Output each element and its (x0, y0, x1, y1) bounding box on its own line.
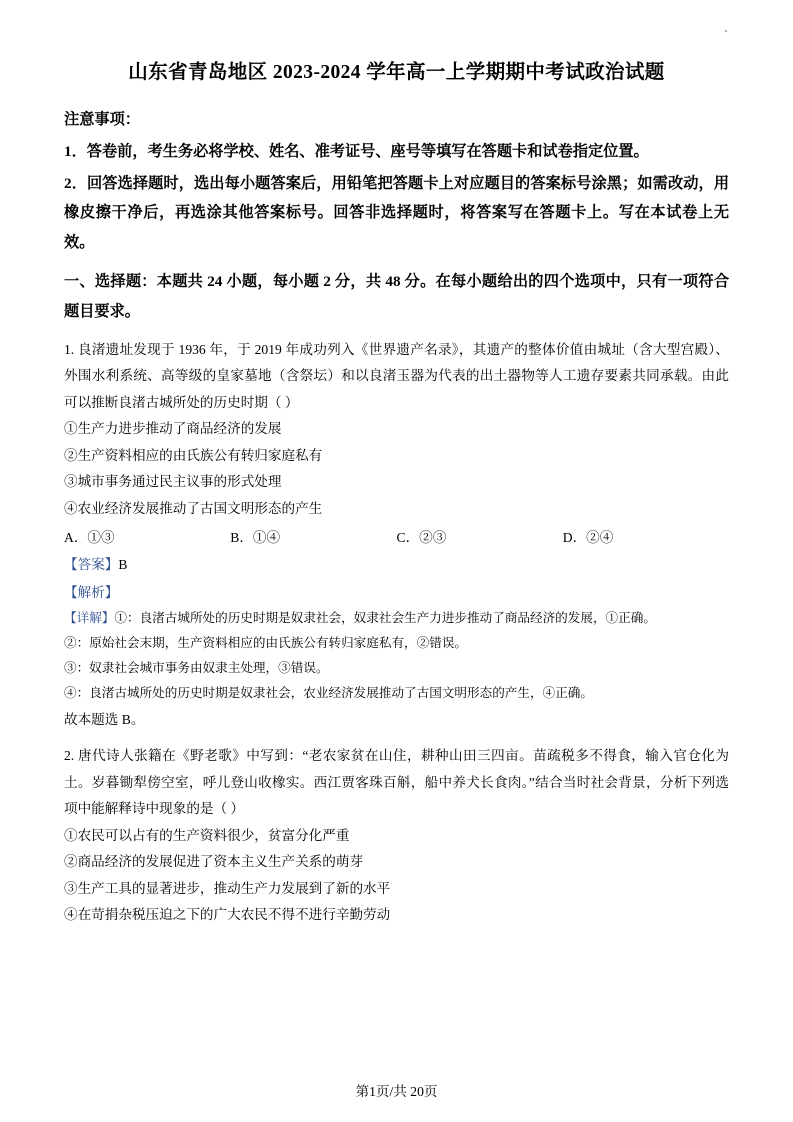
section-heading: 一、选择题：本题共 24 小题，每小题 2 分，共 48 分。在每小题给出的四个选项中，只有一项符合题目要求。 (64, 273, 729, 321)
answer-value: B (118, 557, 128, 573)
page-title: 山东省青岛地区 2023-2024 学年高一上学期期中考试政治试题 (128, 62, 665, 83)
question-1-conclusion: 故本题选 B。 (64, 711, 145, 727)
question-1-answer (64, 551, 729, 578)
question-1-detail-3: ③：奴隶社会城市事务由奴隶主处理，③错误。 (64, 661, 329, 676)
question-1-detail-2: ②：原始社会末期，生产资料相应的由氏族公有转归家庭私有，②错误。 (64, 635, 467, 650)
page-corner-dot (725, 30, 727, 32)
detail-tag: 【详解】 (64, 610, 115, 625)
notice-item-2: 2．回答选择题时，选出每小题答案后，用铅笔把答题卡上对应题目的答案标号涂黑；如需改动，用橡皮擦干净后，再选涂其他答案标号。回答非选择题时，将答案写在答题卡上。写在本试卷上无效。 (64, 174, 729, 251)
question-1-item-4: ④农业经济发展推动了古国文明形态的产生 (64, 500, 323, 516)
question-1-option-c: C．②③ (396, 530, 447, 546)
question-1-item-1: ①生产力进步推动了商品经济的发展 (64, 421, 282, 437)
answer-tag: 【答案】 (64, 557, 119, 573)
question-1-stem: 1. 良渚遗址发现于 1936 年，于 2019 年成功列入《世界遗产名录》，其遗产的整体价值由城址（含大型宫殿）、外围水利系统、高等级的皇家墓地（含祭坛）和以良渚玉器为代表的出土器物等人工遗存要素共同承载。由此可以推断良渚古城所处的历史时期（ ） (64, 341, 729, 410)
question-1-option-b: B．①④ (230, 530, 281, 546)
notice-item-1: 1．答卷前，考生务必将学校、姓名、准考证号、座号等填写在答题卡和试卷指定位置。 (64, 142, 649, 160)
question-1-option-a: A．①③ (64, 530, 115, 546)
question-1-analysis-tag: 【解析】 (64, 584, 119, 600)
question-1-item-3: ③城市事务通过民主议事的形式处理 (64, 474, 282, 490)
question-1-options (64, 524, 729, 551)
detail-text: ①：良渚古城所处的历史时期是奴隶社会，奴隶社会生产力进步推动了商品经济的发展，①正确。 (114, 610, 656, 625)
question-1-detail-1 (64, 606, 729, 631)
question-2-item-4: ④在苛捐杂税压迫之下的广大农民不得不进行辛勤劳动 (64, 907, 391, 923)
question-1-option-d: D．②④ (562, 530, 614, 546)
question-1-detail-4: ④：良渚古城所处的历史时期是奴隶社会，农业经济发展推动了古国文明形态的产生，④正确。 (64, 686, 593, 701)
question-1-item-2: ②生产资料相应的由氏族公有转归家庭私有 (64, 447, 323, 463)
question-2-item-2: ②商品经济的发展促进了资本主义生产关系的萌芽 (64, 854, 364, 870)
question-2-item-3: ③生产工具的显著进步，推动生产力发展到了新的水平 (64, 880, 391, 896)
notice-heading: 注意事项： (64, 111, 140, 129)
question-2-stem: 2. 唐代诗人张籍在《野老歌》中写到：“老农家贫在山住，耕种山田三四亩。苗疏税多不得食，输入官仓化为土。岁暮锄犁傍空室，呼儿登山收橡实。西江贾客珠百斛，船中养犬长食肉。”结合当时社会背景，分析下列选项中能解释诗中现象的是（ ） (64, 748, 729, 817)
page-footer: 第1页/共 20页 (355, 1084, 438, 1099)
question-2-item-1: ①农民可以占有的生产资料很少，贫富分化严重 (64, 827, 350, 843)
